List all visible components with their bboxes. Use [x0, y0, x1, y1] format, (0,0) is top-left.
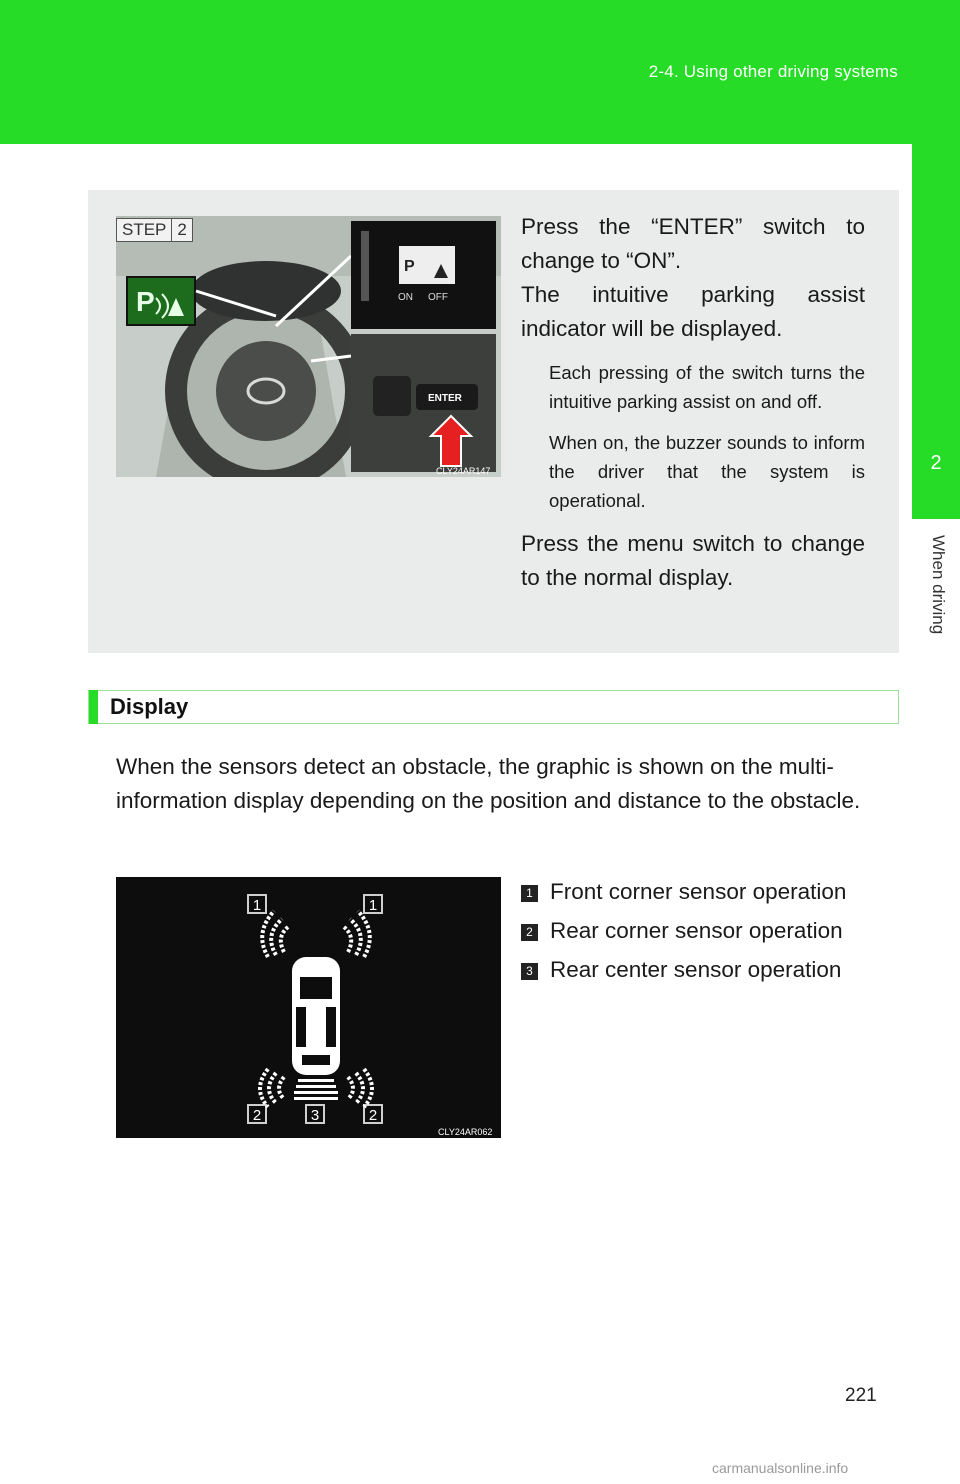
step-instructions — [521, 210, 865, 595]
step-paragraph-1: Press the “ENTER” switch to change to “ON”. — [521, 214, 865, 273]
chapter-title: 2-4. Using other driving systems — [648, 62, 898, 81]
svg-text:P: P — [404, 258, 415, 275]
step-badge-number: 2 — [171, 219, 191, 241]
section-heading-bar — [88, 690, 899, 724]
legend-item — [521, 872, 846, 911]
steering-wheel-photo — [116, 216, 501, 477]
step-note-2: When on, the buzzer sounds to inform the driver that the system is operational. — [549, 432, 865, 511]
page-number: 221 — [845, 1385, 877, 1406]
legend-label: Rear center sensor operation — [550, 956, 842, 982]
svg-text:OFF: OFF — [428, 292, 448, 303]
svg-text:3: 3 — [310, 1107, 320, 1124]
step-badge-label: STEP — [122, 220, 167, 239]
chapter-label: When driving — [929, 535, 948, 635]
step-note-1: Each pressing of the switch turns the intuitive parking assist on and off. — [549, 362, 865, 412]
step-badge — [116, 218, 193, 242]
section-accent — [89, 690, 98, 724]
svg-text:1: 1 — [368, 897, 378, 914]
svg-text:ON: ON — [398, 292, 413, 303]
svg-text:ENTER: ENTER — [428, 393, 462, 404]
svg-text:2: 2 — [252, 1107, 262, 1124]
svg-text:1: 1 — [252, 897, 262, 914]
legend-label: Rear corner sensor operation — [550, 917, 843, 943]
legend-item — [521, 950, 846, 989]
legend-number-badge: 3 — [521, 963, 538, 980]
section-title: Display — [110, 694, 189, 719]
svg-text:CLY24AR147: CLY24AR147 — [436, 466, 491, 476]
sensor-legend — [521, 872, 846, 989]
legend-label: Front corner sensor operation — [550, 878, 847, 904]
legend-item — [521, 911, 846, 950]
chapter-number: 2 — [930, 452, 942, 474]
svg-text:2: 2 — [368, 1107, 378, 1124]
legend-number-badge: 1 — [521, 885, 538, 902]
svg-text:CLY24AR062: CLY24AR062 — [438, 1127, 493, 1137]
legend-number-badge: 2 — [521, 924, 538, 941]
step-paragraph-2: The intuitive parking assist indicator will be displayed. — [521, 282, 865, 341]
section-body: When the sensors detect an obstacle, the graphic is shown on the multi-information display depending on the position and distance to the obstacle. — [116, 754, 861, 813]
svg-text:P: P — [136, 286, 155, 317]
sensor-display-illustration — [116, 877, 501, 1138]
page-header — [0, 0, 960, 144]
watermark: carmanualsonline.info — [712, 1460, 849, 1476]
step-paragraph-3: Press the menu switch to change to the normal display. — [521, 531, 865, 590]
